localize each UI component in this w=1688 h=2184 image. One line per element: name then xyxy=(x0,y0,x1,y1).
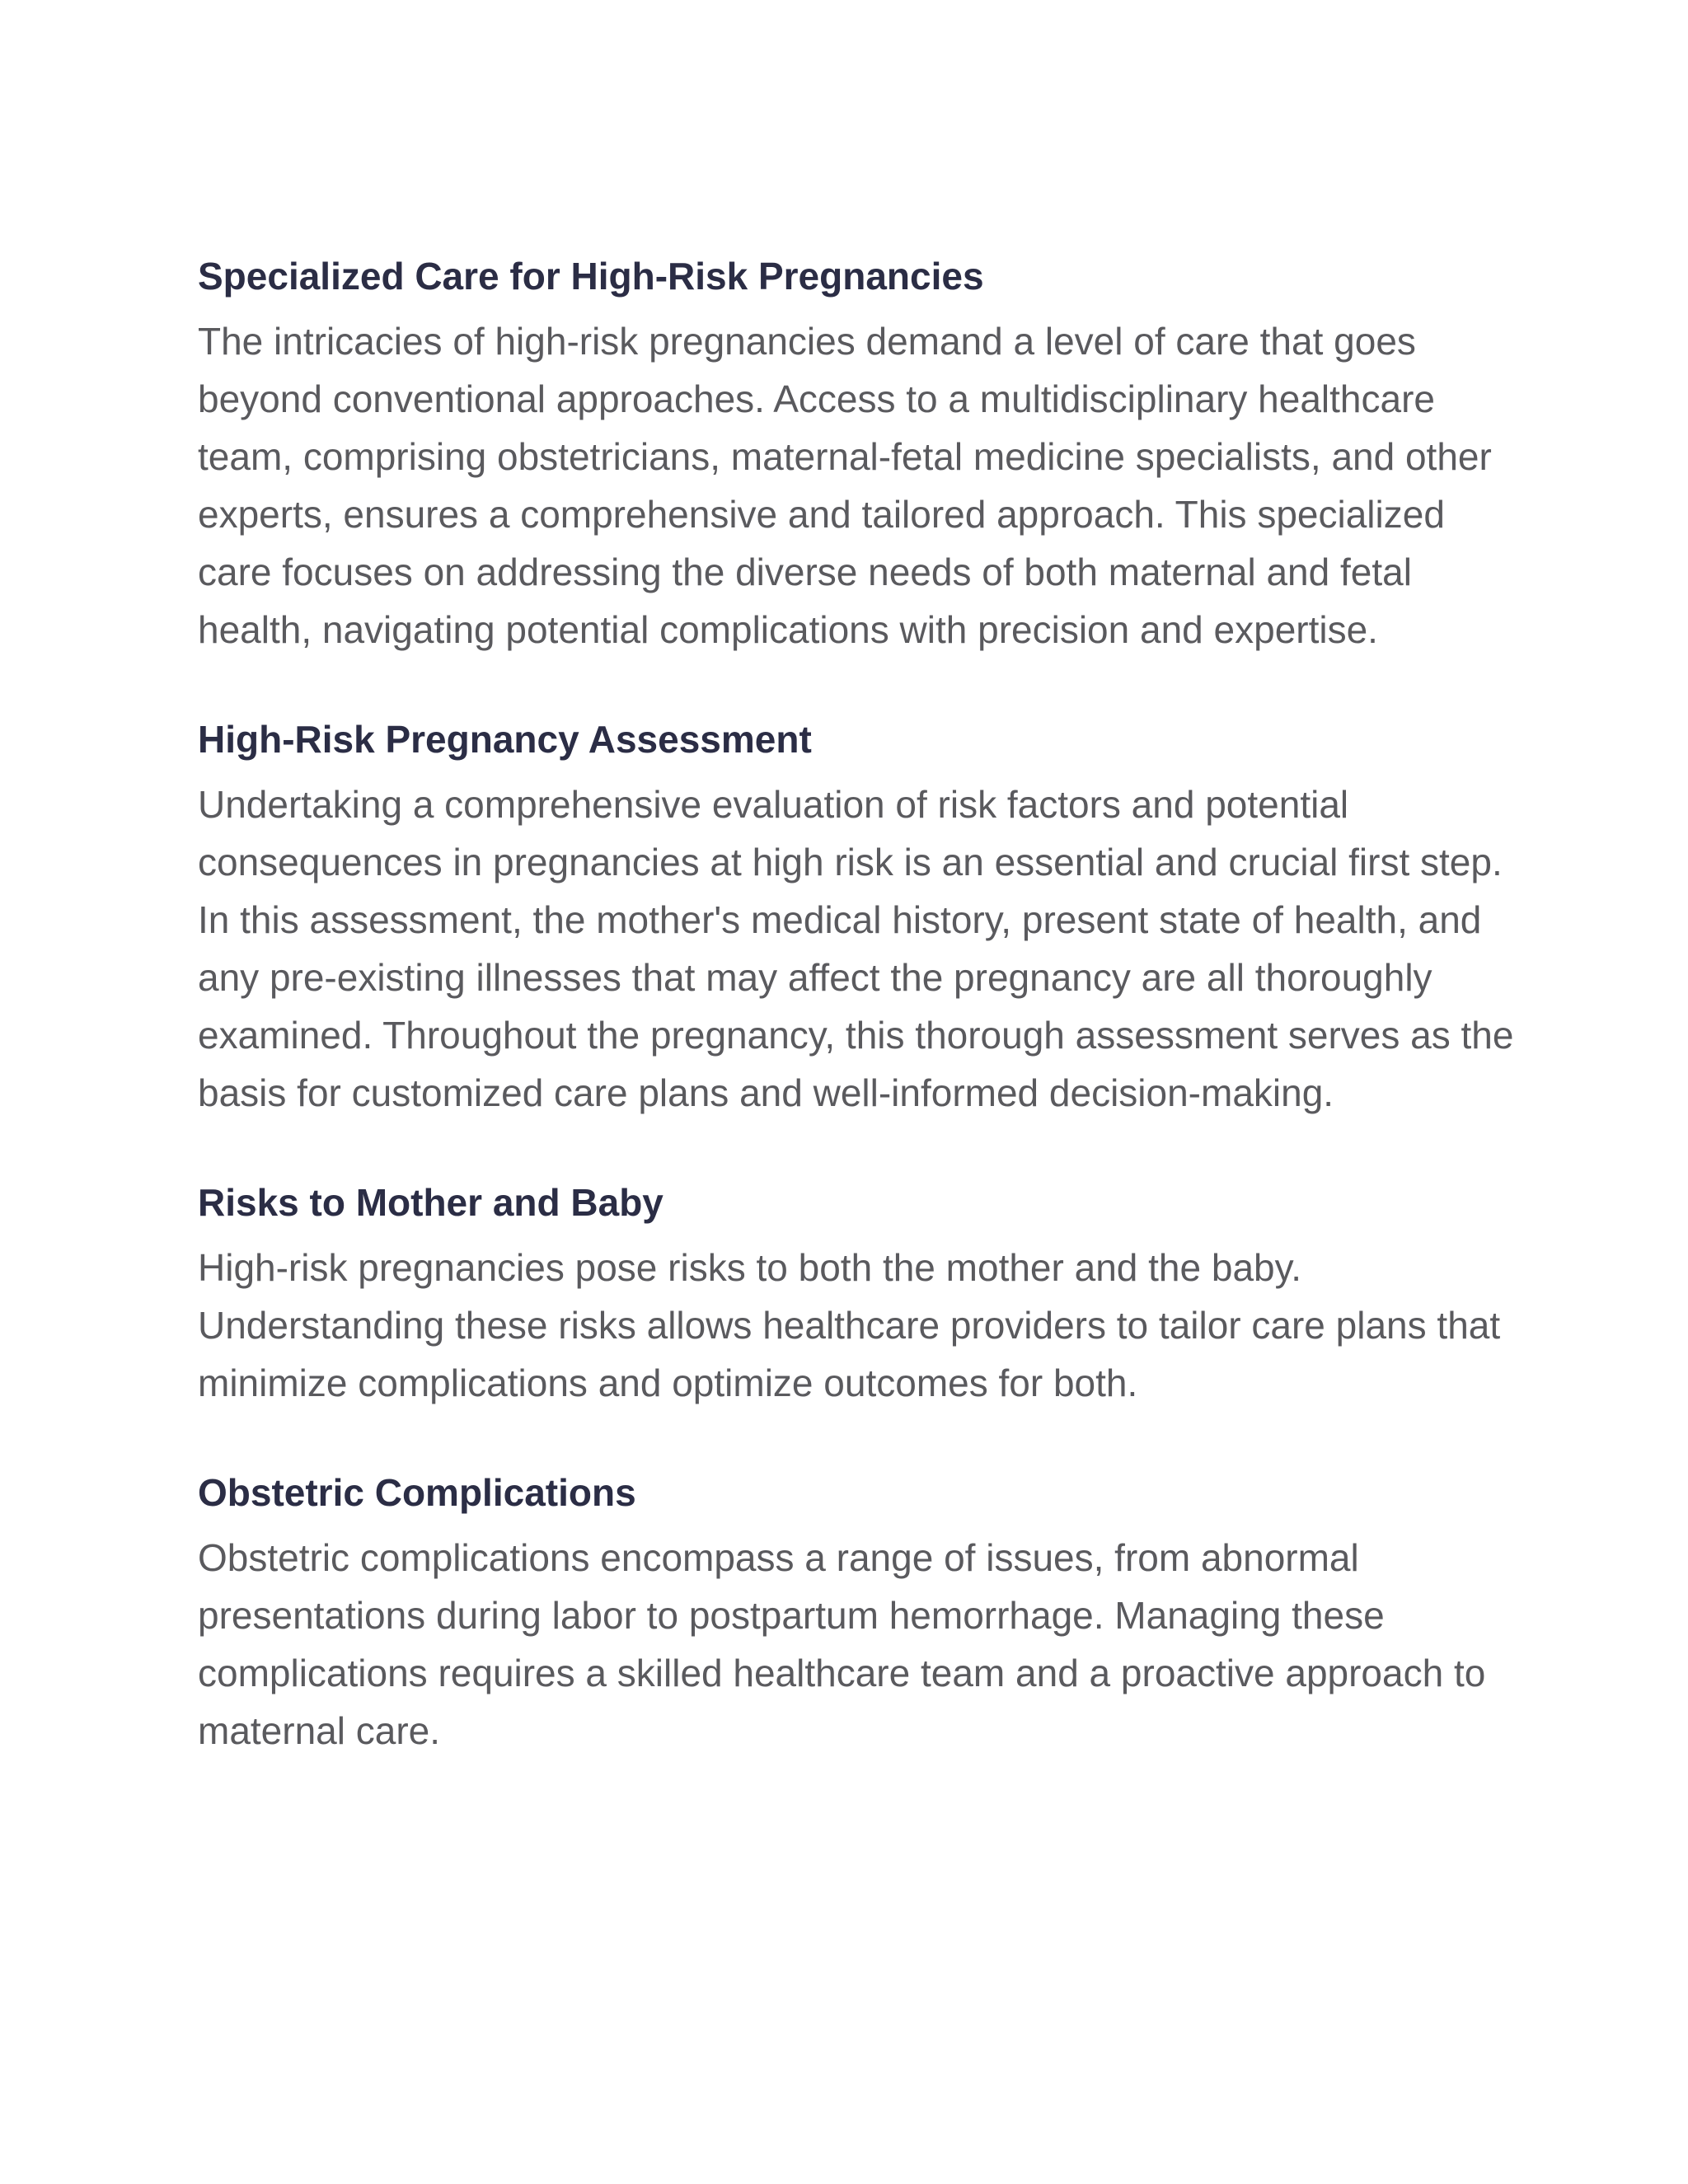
section-paragraph: The intricacies of high-risk pregnancies demand a level of care that goes beyond conventional approaches. Access to a multidisciplinary healthcare team, comprising obstetricians, maternal-fetal medicine specialists, and other experts, ensures a comprehensive and tailored approach. This specialized care focuses on addressing the diverse needs of both maternal and fetal health, navigating potential complications with precision and expertise. xyxy=(198,320,1492,651)
section-paragraph: Undertaking a comprehensive evaluation of risk factors and potential consequences in pregnancies at high risk is an essential and crucial first step. In this assessment, the mother's medical history, present state of health, and any pre-existing illnesses that may affect the pregnancy are all thoroughly examined. Throughout the pregnancy, this thorough assessment serves as the basis for customized care plans and well-informed decision-making. xyxy=(198,783,1514,1114)
section-pregnancy-assessment xyxy=(198,715,1517,1122)
document-page xyxy=(198,251,1517,1816)
section-heading: Risks to Mother and Baby xyxy=(198,1181,663,1224)
section-paragraph: Obstetric complications encompass a range of issues, from abnormal presentations during labor to postpartum hemorrhage. Managing these complications requires a skilled healthcare team and a proactive approach to maternal care. xyxy=(198,1536,1486,1752)
section-paragraph: High-risk pregnancies pose risks to both the mother and the baby. Understanding these risks allows healthcare providers to tailor care plans that minimize complications and optimize outcomes for both. xyxy=(198,1246,1501,1404)
section-specialized-care xyxy=(198,251,1517,658)
section-heading: High-Risk Pregnancy Assessment xyxy=(198,718,812,761)
section-heading: Specialized Care for High-Risk Pregnancies xyxy=(198,255,984,298)
section-risks-mother-baby xyxy=(198,1178,1517,1412)
section-obstetric-complications xyxy=(198,1468,1517,1760)
section-heading: Obstetric Complications xyxy=(198,1471,636,1514)
